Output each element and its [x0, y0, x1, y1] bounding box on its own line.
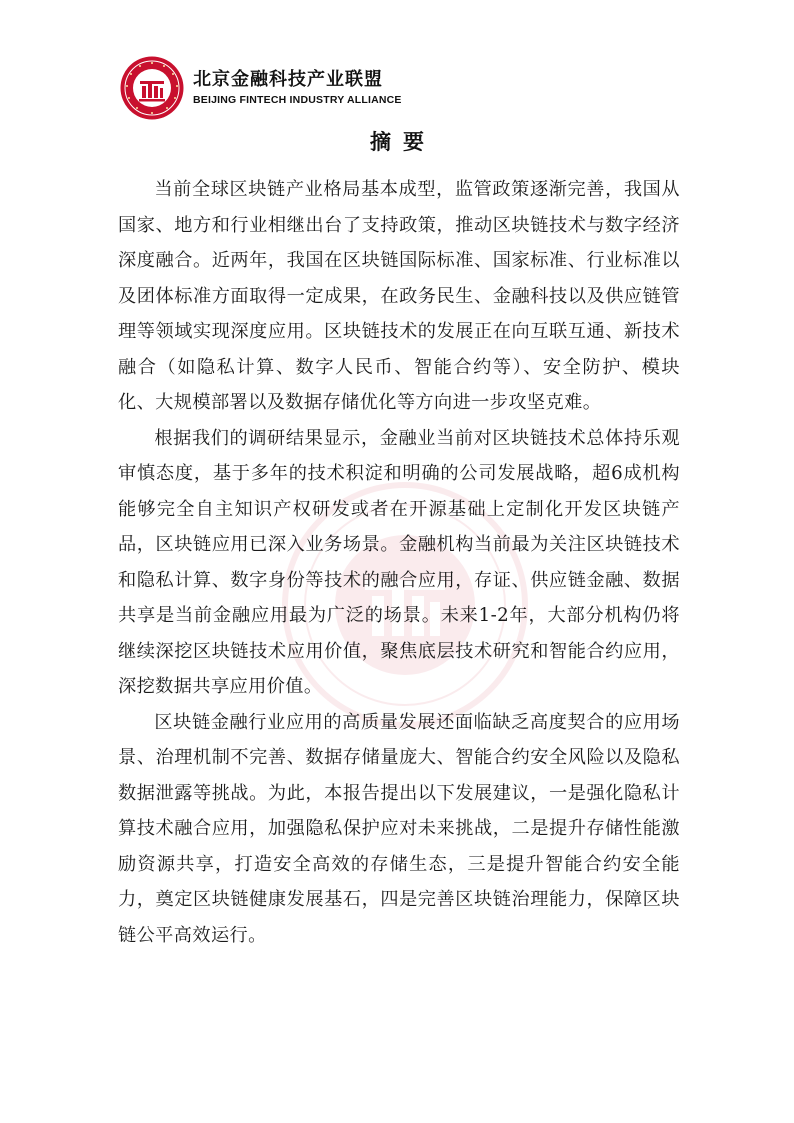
beijing-fintech-seal-icon — [119, 55, 185, 121]
paragraph-3: 区块链金融行业应用的高质量发展还面临缺乏高度契合的应用场景、治理机制不完善、数据存储量庞大、智能合约安全风险以及隐私数据泄露等挑战。为此，本报告提出以下发展建议，一是强化隐私计算技术融合应用，加强隐私保护应对未来挑战，二是提升存储性能激励资源共享，打造安全高效的存储生态，三是提升智能合约安全能力，奠定区块链健康发展基石，四是完善区块链治理能力，保障区块链公平高效运行。 — [118, 711, 680, 946]
abstract-body — [118, 172, 680, 953]
org-name-cn: 北京金融科技产业联盟 — [193, 69, 383, 90]
paragraph-2: 根据我们的调研结果显示，金融业当前对区块链技术总体持乐观审慎态度，基于多年的技术积淀和明确的公司发展战略，超6成机构能够完全自主知识产权研发或者在开源基础上定制化开发区块链产品，区块链应用已深入业务场景。金融机构当前最为关注区块链技术和隐私计算、数字身份等技术的融合应用，存证、供应链金融、数据共享是当前金融应用最为广泛的场景。未来1-2年，大部分机构仍将继续深挖区块链技术应用价值，聚焦底层技术研究和智能合约应用，深挖数据共享应用价值。 — [118, 427, 680, 697]
page-title: 摘要 — [370, 129, 436, 154]
header — [119, 55, 402, 121]
logo-text — [193, 69, 402, 107]
org-name-en: BEIJING FINTECH INDUSTRY ALLIANCE — [193, 94, 402, 106]
paragraph-1: 当前全球区块链产业格局基本成型，监管政策逐渐完善，我国从国家、地方和行业相继出台了支持政策，推动区块链技术与数字经济深度融合。近两年，我国在区块链国际标准、国家标准、行业标准以及团体标准方面取得一定成果，在政务民生、金融科技以及供应链管理等领域实现深度应用。区块链技术的发展正在向互联互通、新技术融合（如隐私计算、数字人民币、智能合约等）、安全防护、模块化、大规模部署以及数据存储优化等方向进一步攻坚克难。 — [118, 179, 680, 413]
